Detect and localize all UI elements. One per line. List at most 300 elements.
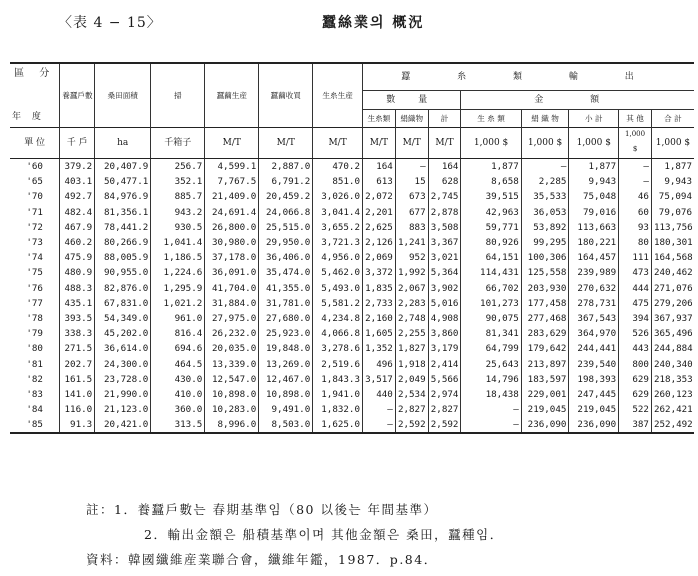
value-cell: 164,568: [651, 250, 694, 265]
value-cell: 218,353: [651, 372, 694, 387]
value-cell: 50,477.1: [95, 174, 151, 189]
year-cell: '84: [26, 404, 43, 416]
table-row: [10, 417, 694, 433]
value-cell: 2,534: [395, 387, 428, 402]
col-mulberry-area: 桑田面積: [95, 63, 151, 128]
value-cell: 1,877: [461, 159, 521, 175]
value-cell: 116.0: [60, 402, 95, 417]
col-cocoon-prod: 蠶繭生産: [205, 63, 259, 128]
value-cell: 30,980.0: [205, 235, 259, 250]
unit-val-raw-silk: 1,000 $: [461, 128, 521, 159]
value-cell: 885.7: [151, 189, 205, 204]
value-cell: 475.9: [60, 250, 95, 265]
table-body: [10, 159, 694, 434]
unit-label: 單 位: [10, 128, 60, 159]
value-cell: 35,533: [521, 189, 569, 204]
value-cell: 279,206: [651, 296, 694, 311]
value-cell: 60: [619, 205, 652, 220]
value-cell: 367,543: [569, 311, 619, 326]
value-cell: 2,887.0: [259, 159, 313, 175]
unit-qty-raw-silk: M/T: [362, 128, 395, 159]
value-cell: —: [362, 417, 395, 433]
table-row: [10, 250, 694, 265]
value-cell: 2,878: [428, 205, 461, 220]
value-cell: 482.4: [60, 205, 95, 220]
unit-mulberry-area: ha: [95, 128, 151, 159]
value-cell: 26,232.0: [205, 326, 259, 341]
col-export-group: 蠶 糸 類 輸 出: [362, 63, 694, 91]
corner-cell: [10, 63, 60, 128]
value-cell: 8,996.0: [205, 417, 259, 433]
value-cell: 24,066.8: [259, 205, 313, 220]
value-cell: 1,605: [362, 326, 395, 341]
year-cell: '76: [26, 282, 43, 294]
value-cell: 2,745: [428, 189, 461, 204]
value-cell: 5,016: [428, 296, 461, 311]
value-cell: 629: [619, 372, 652, 387]
value-cell: 9,491.0: [259, 402, 313, 417]
unit-cocoon-purchase: M/T: [259, 128, 313, 159]
col-cocoon-purchase: 蠶繭收買: [259, 63, 313, 128]
value-cell: 2,733: [362, 296, 395, 311]
col-val-subtotal: 小 計: [569, 110, 619, 128]
value-cell: 1,992: [395, 265, 428, 280]
value-cell: 247,445: [569, 387, 619, 402]
year-cell: '70: [26, 191, 43, 203]
value-cell: 8,503.0: [259, 417, 313, 433]
value-cell: 2,827: [395, 402, 428, 417]
value-cell: 183,597: [521, 372, 569, 387]
col-val-other: 其 他: [619, 110, 652, 128]
value-cell: 394: [619, 311, 652, 326]
value-cell: 12,547.0: [205, 372, 259, 387]
value-cell: —: [461, 402, 521, 417]
value-cell: 21,123.0: [95, 402, 151, 417]
value-cell: 25,923.0: [259, 326, 313, 341]
year-cell: '79: [26, 328, 43, 340]
value-cell: 244,884: [651, 341, 694, 356]
value-cell: 180,221: [569, 235, 619, 250]
year-cell: '78: [26, 312, 43, 324]
value-cell: 101,273: [461, 296, 521, 311]
value-cell: 252,492: [651, 417, 694, 433]
table-row: [10, 220, 694, 235]
value-cell: 24,691.4: [205, 205, 259, 220]
value-cell: 473: [619, 265, 652, 280]
value-cell: 4,234.8: [313, 311, 363, 326]
value-cell: 313.5: [151, 417, 205, 433]
value-cell: 2,748: [395, 311, 428, 326]
value-cell: 2,592: [428, 417, 461, 433]
value-cell: 943.2: [151, 205, 205, 220]
table-row: [10, 311, 694, 326]
value-cell: 29,950.0: [259, 235, 313, 250]
value-cell: 75,048: [569, 189, 619, 204]
value-cell: 1,877: [569, 159, 619, 175]
value-cell: 677: [395, 205, 428, 220]
value-cell: 180,301: [651, 235, 694, 250]
value-cell: 5,364: [428, 265, 461, 280]
value-cell: 488.3: [60, 281, 95, 296]
value-cell: 240,462: [651, 265, 694, 280]
value-cell: 256.7: [151, 159, 205, 175]
value-cell: 54,349.0: [95, 311, 151, 326]
value-cell: 15: [395, 174, 428, 189]
value-cell: 1,918: [395, 356, 428, 371]
value-cell: 177,458: [521, 296, 569, 311]
value-cell: 673: [395, 189, 428, 204]
source-citation: 資料：韓國纖維産業聯合會，纖維年鑑，1987．p.84．: [86, 552, 438, 567]
value-cell: 2,067: [395, 281, 428, 296]
value-cell: 39,515: [461, 189, 521, 204]
value-cell: 80,266.9: [95, 235, 151, 250]
table-row: [10, 281, 694, 296]
value-cell: 464.5: [151, 356, 205, 371]
value-cell: 6,791.2: [259, 174, 313, 189]
value-cell: 35,474.0: [259, 265, 313, 280]
value-cell: 2,160: [362, 311, 395, 326]
value-cell: 14,796: [461, 372, 521, 387]
value-cell: 3,860: [428, 326, 461, 341]
value-cell: 851.0: [313, 174, 363, 189]
year-cell: '60: [26, 161, 43, 173]
value-cell: 125,558: [521, 265, 569, 280]
year-cell: '81: [26, 358, 43, 370]
value-cell: 260,123: [651, 387, 694, 402]
value-cell: 75,094: [651, 189, 694, 204]
col-eggs: 掃: [151, 63, 205, 128]
value-cell: 2,827: [428, 402, 461, 417]
value-cell: 2,519.6: [313, 356, 363, 371]
value-cell: 470.2: [313, 159, 363, 175]
value-cell: 239,540: [569, 356, 619, 371]
value-cell: 67,831.0: [95, 296, 151, 311]
value-cell: 4,066.8: [313, 326, 363, 341]
year-cell: '73: [26, 237, 43, 249]
value-cell: 262,421: [651, 402, 694, 417]
value-cell: 522: [619, 402, 652, 417]
col-value-group: 金 額: [461, 91, 694, 110]
value-cell: 435.1: [60, 296, 95, 311]
value-cell: 90,955.0: [95, 265, 151, 280]
value-cell: 13,269.0: [259, 356, 313, 371]
value-cell: 1,877: [651, 159, 694, 175]
value-cell: 1,241: [395, 235, 428, 250]
value-cell: 443: [619, 341, 652, 356]
value-cell: 164,457: [569, 250, 619, 265]
value-cell: 18,438: [461, 387, 521, 402]
value-cell: 229,001: [521, 387, 569, 402]
value-cell: 20,421.0: [95, 417, 151, 433]
value-cell: 164: [362, 159, 395, 175]
table-row: [10, 326, 694, 341]
value-cell: 278,731: [569, 296, 619, 311]
value-cell: 2,414: [428, 356, 461, 371]
value-cell: 20,459.2: [259, 189, 313, 204]
value-cell: 36,406.0: [259, 250, 313, 265]
value-cell: 24,300.0: [95, 356, 151, 371]
value-cell: 387: [619, 417, 652, 433]
value-cell: 10,283.0: [205, 402, 259, 417]
year-cell: '71: [26, 206, 43, 218]
col-quantity-group: 數 量: [362, 91, 460, 110]
table-row: [10, 265, 694, 280]
value-cell: 1,835: [362, 281, 395, 296]
value-cell: —: [395, 159, 428, 175]
unit-val-subtotal: 1,000 $: [569, 128, 619, 159]
col-val-total: 合 計: [651, 110, 694, 128]
value-cell: 1,625.0: [313, 417, 363, 433]
value-cell: 1,843.3: [313, 372, 363, 387]
value-cell: 883: [395, 220, 428, 235]
year-cell: '74: [26, 252, 43, 264]
unit-val-total: 1,000 $: [651, 128, 694, 159]
value-cell: 694.6: [151, 341, 205, 356]
value-cell: 25,643: [461, 356, 521, 371]
value-cell: 46: [619, 189, 652, 204]
value-cell: 4,599.1: [205, 159, 259, 175]
value-cell: 45,202.0: [95, 326, 151, 341]
note-1: 註：1．養蠶戶數는 春期基準임（80 以後는 年間基準）: [86, 502, 438, 517]
table-row: [10, 189, 694, 204]
col-qty-total: 計: [428, 110, 461, 128]
value-cell: 100,306: [521, 250, 569, 265]
value-cell: 82,876.0: [95, 281, 151, 296]
unit-households: 千 戶: [60, 128, 95, 159]
value-cell: 31,781.0: [259, 296, 313, 311]
value-cell: 628: [428, 174, 461, 189]
table-row: [10, 372, 694, 387]
value-cell: 36,053: [521, 205, 569, 220]
value-cell: 613: [362, 174, 395, 189]
col-val-fabric: 絹 織 物: [521, 110, 569, 128]
value-cell: 2,072: [362, 189, 395, 204]
value-cell: 1,832.0: [313, 402, 363, 417]
value-cell: 3,517: [362, 372, 395, 387]
value-cell: 283,629: [521, 326, 569, 341]
value-cell: 41,355.0: [259, 281, 313, 296]
value-cell: 5,566: [428, 372, 461, 387]
value-cell: 444: [619, 281, 652, 296]
value-cell: 271,076: [651, 281, 694, 296]
value-cell: 93: [619, 220, 652, 235]
year-cell: '85: [10, 417, 60, 433]
value-cell: 27,680.0: [259, 311, 313, 326]
table-label: 〈表 4 − 15〉: [58, 15, 162, 31]
value-cell: 352.1: [151, 174, 205, 189]
value-cell: 80,926: [461, 235, 521, 250]
value-cell: 161.5: [60, 372, 95, 387]
value-cell: 114,431: [461, 265, 521, 280]
table-row: [10, 402, 694, 417]
value-cell: 3,902: [428, 281, 461, 296]
value-cell: 81,356.1: [95, 205, 151, 220]
table-row: [10, 387, 694, 402]
year-cell: '72: [26, 221, 43, 233]
value-cell: 1,041.4: [151, 235, 205, 250]
value-cell: 213,897: [521, 356, 569, 371]
value-cell: 1,224.6: [151, 265, 205, 280]
value-cell: 492.7: [60, 189, 95, 204]
col-val-raw-silk: 生 糸 類: [461, 110, 521, 128]
corner-top-label: 區 分: [14, 68, 56, 79]
value-cell: —: [362, 402, 395, 417]
value-cell: 66,702: [461, 281, 521, 296]
value-cell: 42,963: [461, 205, 521, 220]
value-cell: 3,367: [428, 235, 461, 250]
unit-qty-total: M/T: [428, 128, 461, 159]
unit-val-other-bottom: $: [632, 145, 638, 153]
value-cell: 5,493.0: [313, 281, 363, 296]
value-cell: 403.1: [60, 174, 95, 189]
value-cell: 20,407.9: [95, 159, 151, 175]
value-cell: 81,341: [461, 326, 521, 341]
value-cell: 41,704.0: [205, 281, 259, 296]
value-cell: 961.0: [151, 311, 205, 326]
value-cell: 239,989: [569, 265, 619, 280]
unit-val-fabric: 1,000 $: [521, 128, 569, 159]
value-cell: 952: [395, 250, 428, 265]
col-households: 養蠶戶數: [60, 63, 95, 128]
corner-bottom-label: 年 度: [12, 112, 45, 122]
value-cell: 526: [619, 326, 652, 341]
value-cell: 3,372: [362, 265, 395, 280]
value-cell: 467.9: [60, 220, 95, 235]
value-cell: 202.7: [60, 356, 95, 371]
value-cell: 198,393: [569, 372, 619, 387]
value-cell: 12,467.0: [259, 372, 313, 387]
value-cell: 36,091.0: [205, 265, 259, 280]
value-cell: 3,026.0: [313, 189, 363, 204]
value-cell: 53,892: [521, 220, 569, 235]
value-cell: 3,041.4: [313, 205, 363, 220]
value-cell: 64,799: [461, 341, 521, 356]
value-cell: —: [619, 174, 652, 189]
value-cell: 240,340: [651, 356, 694, 371]
year-cell: '80: [26, 343, 43, 355]
value-cell: 1,827: [395, 341, 428, 356]
value-cell: 410.0: [151, 387, 205, 402]
col-qty-raw-silk: 生糸類: [362, 110, 395, 128]
value-cell: 460.2: [60, 235, 95, 250]
value-cell: 179,642: [521, 341, 569, 356]
value-cell: —: [619, 159, 652, 175]
value-cell: 9,943: [569, 174, 619, 189]
value-cell: 3,021: [428, 250, 461, 265]
col-raw-silk-prod: 生糸生産: [313, 63, 363, 128]
value-cell: 3,278.6: [313, 341, 363, 356]
value-cell: 90,075: [461, 311, 521, 326]
value-cell: 10,898.0: [259, 387, 313, 402]
value-cell: 2,069: [362, 250, 395, 265]
value-cell: 37,178.0: [205, 250, 259, 265]
col-qty-fabric: 絹織物: [395, 110, 428, 128]
value-cell: 219,045: [521, 402, 569, 417]
value-cell: 59,771: [461, 220, 521, 235]
value-cell: 629: [619, 387, 652, 402]
value-cell: —: [521, 159, 569, 175]
value-cell: 270,632: [569, 281, 619, 296]
table-head: [10, 63, 694, 159]
value-cell: 2,049: [395, 372, 428, 387]
value-cell: 5,462.0: [313, 265, 363, 280]
value-cell: 2,255: [395, 326, 428, 341]
value-cell: 1,941.0: [313, 387, 363, 402]
value-cell: 236,090: [521, 417, 569, 433]
value-cell: 79,076: [651, 205, 694, 220]
unit-val-other: [619, 128, 652, 159]
value-cell: 430.0: [151, 372, 205, 387]
value-cell: 84,976.9: [95, 189, 151, 204]
value-cell: 164: [428, 159, 461, 175]
value-cell: 4,908: [428, 311, 461, 326]
value-cell: 236,090: [569, 417, 619, 433]
value-cell: 367,937: [651, 311, 694, 326]
value-cell: 393.5: [60, 311, 95, 326]
value-cell: 21,409.0: [205, 189, 259, 204]
value-cell: 219,045: [569, 402, 619, 417]
value-cell: 3,721.3: [313, 235, 363, 250]
unit-val-other-top: 1,000: [625, 130, 646, 138]
value-cell: 3,655.2: [313, 220, 363, 235]
value-cell: 88,005.9: [95, 250, 151, 265]
value-cell: 2,592: [395, 417, 428, 433]
value-cell: 1,021.2: [151, 296, 205, 311]
value-cell: 271.5: [60, 341, 95, 356]
value-cell: 9,943: [651, 174, 694, 189]
value-cell: 2,201: [362, 205, 395, 220]
unit-raw-silk-prod: M/T: [313, 128, 363, 159]
value-cell: 3,179: [428, 341, 461, 356]
value-cell: 2,625: [362, 220, 395, 235]
value-cell: 480.9: [60, 265, 95, 280]
value-cell: 64,151: [461, 250, 521, 265]
value-cell: 7,767.5: [205, 174, 259, 189]
value-cell: 113,663: [569, 220, 619, 235]
value-cell: 25,515.0: [259, 220, 313, 235]
year-cell: '83: [26, 388, 43, 400]
value-cell: 19,848.0: [259, 341, 313, 356]
value-cell: 4,956.0: [313, 250, 363, 265]
unit-eggs: 千箱子: [151, 128, 205, 159]
value-cell: 365,496: [651, 326, 694, 341]
value-cell: 1,352: [362, 341, 395, 356]
value-cell: —: [461, 417, 521, 433]
value-cell: 27,975.0: [205, 311, 259, 326]
value-cell: 338.3: [60, 326, 95, 341]
value-cell: 2,974: [428, 387, 461, 402]
value-cell: 2,283: [395, 296, 428, 311]
value-cell: 800: [619, 356, 652, 371]
value-cell: 440: [362, 387, 395, 402]
value-cell: 2,285: [521, 174, 569, 189]
value-cell: 80: [619, 235, 652, 250]
value-cell: 79,016: [569, 205, 619, 220]
value-cell: 816.4: [151, 326, 205, 341]
value-cell: 1,186.5: [151, 250, 205, 265]
value-cell: 99,295: [521, 235, 569, 250]
value-cell: 26,800.0: [205, 220, 259, 235]
sericulture-table: [10, 62, 694, 434]
table-row: [10, 174, 694, 189]
value-cell: 91.3: [60, 417, 95, 433]
note-2: 2．輸出金額은 船積基準이며 其他金額은 桑田，蠶種임．: [144, 527, 504, 542]
value-cell: 78,441.2: [95, 220, 151, 235]
year-cell: '75: [26, 267, 43, 279]
value-cell: 930.5: [151, 220, 205, 235]
value-cell: 496: [362, 356, 395, 371]
value-cell: 31,884.0: [205, 296, 259, 311]
